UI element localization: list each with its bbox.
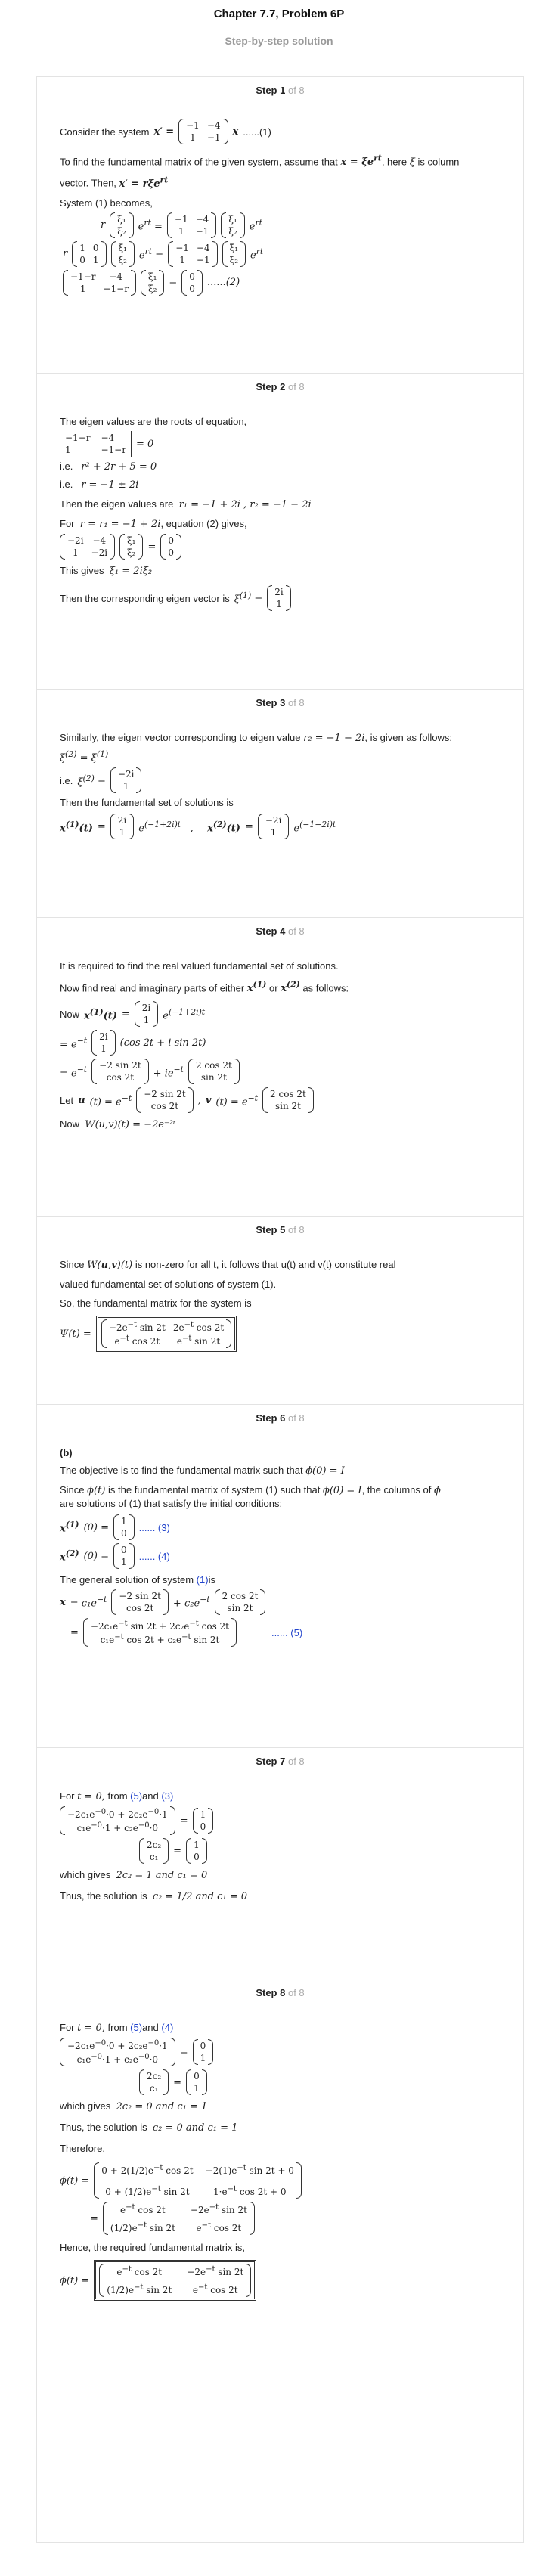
step-7-header: Step 7 of 8 <box>256 1756 305 1767</box>
step-5-header: Step 5 of 8 <box>256 1224 305 1235</box>
page-title: Chapter 7.7, Problem 6P <box>213 8 345 20</box>
step-2-header: Step 2 of 8 <box>256 381 305 392</box>
step-3-header: Step 3 of 8 <box>256 697 305 708</box>
step-7: Step 7 of 8 For t = 0, from (5)and (3) $-2c_1e^{-0}\cdot 0 + 2c_2e^{-0}\cdot 1$ $c_1e^{-0}\cdot 1 + c_2e^{-0}\cdot 0$ = 1 0 2c₂ c₁ = 1 0 which gives 2c₂ = 1 and c₁ = 0 Thus, the solution is c₂ = 1/2 and c₁ = 0 <box>37 1748 523 1979</box>
step-1-assume: To find the fundamental matrix of the given system, assume that $x = \xi e^{rt}$, here ξ is column <box>60 153 460 169</box>
step-5: Step 5 of 8 Since W(u,v)(t) is non-zero for all t, it follows that u(t) and v(t) constitute real valued fundamental set of solutions of system (1). So, the fundamental matrix for the system is Ψ(t) = $-2e^{-t}$ sin 2t $2e^{-t}$ cos 2t $e^{-t}$ cos 2t $e^{-t}$ sin 2t <box>37 1217 523 1405</box>
step-8-header: Step 8 of 8 <box>256 1987 305 1998</box>
step-6-header: Step 6 of 8 <box>256 1412 305 1424</box>
step-4-header: Step 4 of 8 <box>256 925 305 937</box>
step-4: Step 4 of 8 It is required to find the real valued fundamental set of solutions. Now find real and imaginary parts of either $x^{(1)}$ or $x^{(2)}$ as follows: Now $x^{(1)}(t)$ = 2i 1 $e^{(-1+2i)t}$ = $e^{-t}$ 2i 1 (cos 2t + i sin 2t) = $e^{-t}$ −2 sin 2t cos 2t + $ie^{-t}$ 2 cos 2t sin 2t Let u $(t) = e^{-t}$ −2 sin 2t cos 2t , v $(t) = e^{-t}$ 2 cos 2t sin 2t Now W(u,v)(t) = −2e⁻²ᵗ <box>37 918 523 1217</box>
page-subtitle: Step-by-step solution <box>225 35 333 47</box>
step-8: Step 8 of 8 For t = 0, from (5)and (4) $-2c_1e^{-0}\cdot 0 + 2c_2e^{-0}\cdot 1$ $c_1e^{-0}\cdot 1 + c_2e^{-0}\cdot 0$ = 0 1 2c₂ c₁ = 0 1 which gives 2c₂ = 0 and c₁ = 1 Thus, the solution is c₂ = 0 and c₁ = 1 Therefore, ϕ(t) = $0 + 2(1/2)e^{-t}$ cos 2t $-2(1)e^{-t}$ sin 2t + 0 $0 + (1/2)e^{-t}$ sin 2t $1\cdot e^{-t}$ cos 2t + 0 = $e^{-t}$ cos 2t $-2e^{-t}$ sin 2t $(1/2)e^{-t}$ sin 2t $e^{-t}$ cos 2t Hence, the required fundamental matrix is, ϕ(t) = $e^{-t}$ cos 2t $-2e^{-t}$ sin 2t $(1/2)e^{-t}$ sin 2t $e^{-t}$ cos 2t <box>37 1979 523 2542</box>
step-1: Step 1 of 8 Consider the system x′ = −1 −4 1 −1 x ......(1) To find the fundamental matrix of the given system, assume that $x = \xi e^{rt}$, here ξ is column vector. Then, x′ = rξe$^{rt}$ System (1) becomes, r ξ₁ ξ₂ $e^{rt}$ = −1 −4 1 −1 ξ₁ ξ₂ $e^{rt}$ r 1 0 0 1 ξ₁ ξ₂ $e^{rt}$ = −1 −4 1 −1 ξ₁ ξ₂ $e^{rt}$ −1−r −4 1 −1−r ξ₁ ξ₂ = 0 0 ......(2) <box>37 77 523 374</box>
step-1-header: Step 1 of 8 <box>256 85 305 96</box>
step-3: Step 3 of 8 Similarly, the eigen vector corresponding to eigen value r₂ = −1 − 2i, is given as follows: $\xi^{(2)}$ = ξ̄$^{(1)}$ i.e. $\xi^{(2)}$ = −2i 1 Then the fundamental set of solutions is $x^{(1)}(t)$ = 2i 1 $e^{(-1+2i)t}$ , $x^{(2)}(t)$ = −2i 1 $e^{(-1-2i)t}$ <box>37 690 523 918</box>
step-6: Step 6 of 8 (b) The objective is to find the fundamental matrix such that ϕ(0) = I Since ϕ(t) is the fundamental matrix of system (1) such that ϕ(0) = I, the columns of ϕ are solutions of (1) that satisfy the initial conditions: $x^{(1)}$ (0) = 1 0 ...... (3) $x^{(2)}$ (0) = 0 1 ...... (4) The general solution of system (1)is x = $c_1e^{-t}$ −2 sin 2t cos 2t + $c_2e^{-t}$ 2 cos 2t sin 2t = $-2c_1e^{-t}$ $\sin 2t + 2c_2e^{-t}$ cos 2t $c_1e^{-t}$ $\cos 2t + c_2e^{-t}$ sin 2t ...... (5) <box>37 1405 523 1748</box>
step-2: Step 2 of 8 The eigen values are the roots of equation, −1−r −4 1 −1−r = 0 i.e. r² + 2r + 5 = 0 i.e. r = −1 ± 2i Then the eigen values are r₁ = −1 + 2i , r₂ = −1 − 2i For r = r₁ = −1 + 2i, equation (2) gives, −2i −4 1 −2i ξ₁ ξ₂ = 0 0 This gives ξ₁ = 2iξ₂ Then the corresponding eigen vector is $\xi^{(1)}$ = 2i 1 <box>37 374 523 690</box>
step-1-text: Consider the system <box>60 126 150 138</box>
solution-container <box>36 76 524 2543</box>
